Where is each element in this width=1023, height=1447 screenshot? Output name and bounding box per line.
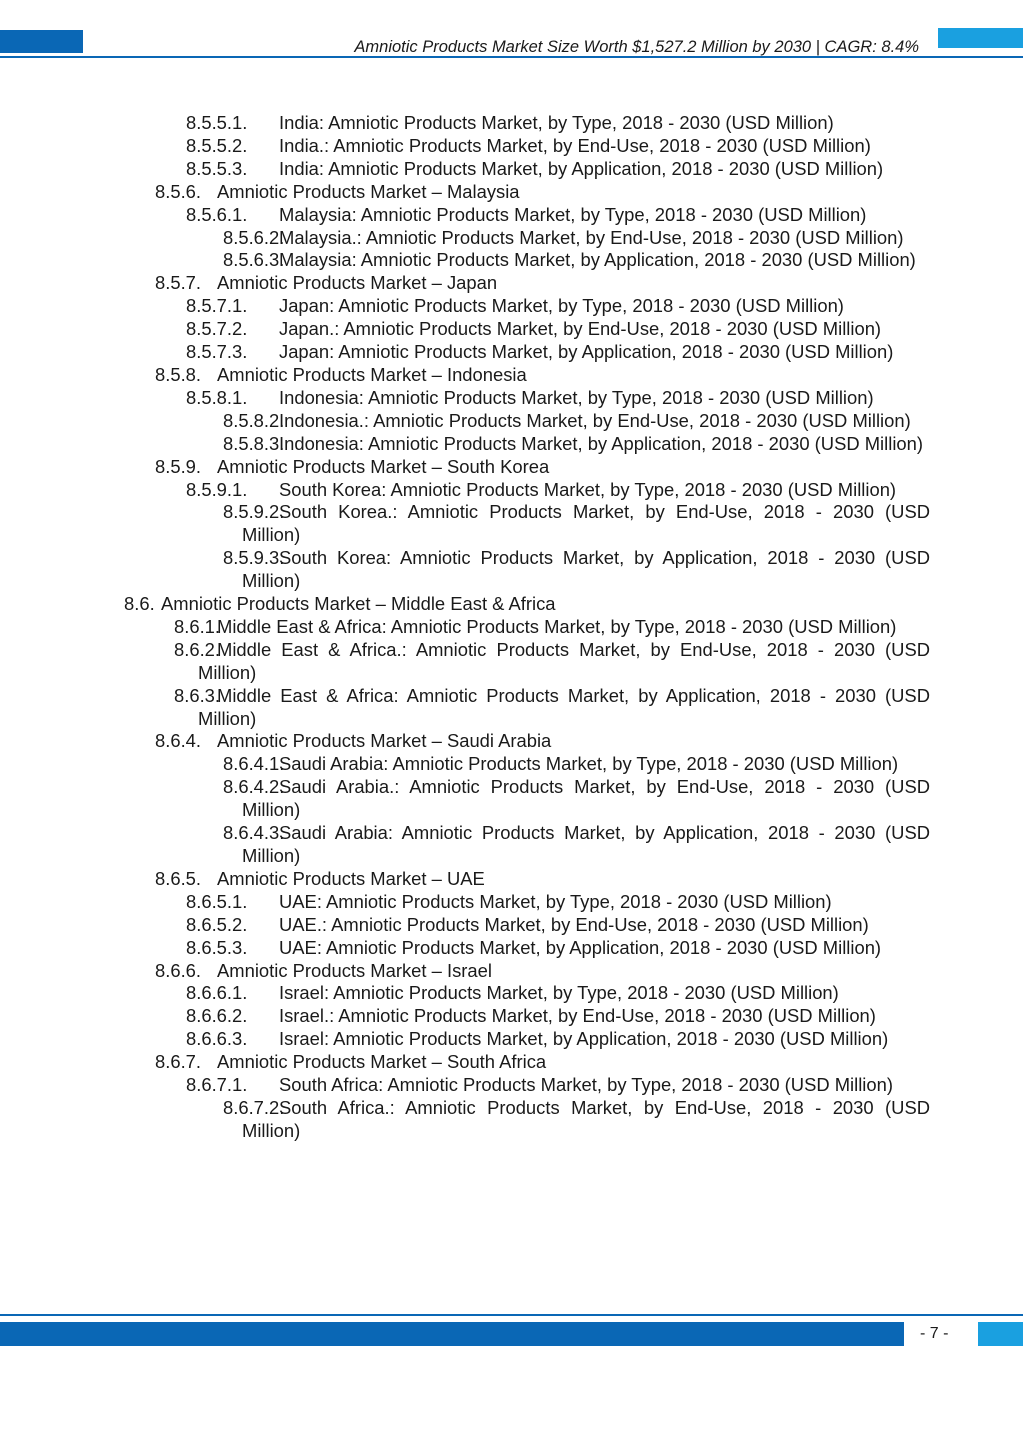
toc-entry-text: South Africa.: Amniotic Products Market, by End-Use, 2018 - 2030 (USD Million) <box>242 1096 930 1141</box>
toc-entry[interactable] <box>0 753 930 776</box>
toc-entry[interactable] <box>0 249 930 272</box>
toc-entry[interactable] <box>0 501 930 547</box>
toc-entry-text: Amniotic Products Market – Saudi Arabia <box>217 730 552 752</box>
toc-entry[interactable] <box>0 891 930 914</box>
toc-entry-number: 8.6.5.2. <box>186 913 248 935</box>
toc-entry-number: 8.5.5.1. <box>186 112 248 133</box>
toc-entry-text: Saudi Arabia: Amniotic Products Market, by Type, 2018 - 2030 (USD Million) <box>279 753 899 775</box>
toc-entry-number: 8.5.9.3. <box>223 547 285 569</box>
toc-entry-text: Middle East & Africa.: Amniotic Products Market, by End-Use, 2018 - 2030 (USD Million) <box>198 638 930 683</box>
toc-entry-number: 8.5.6.1. <box>186 203 248 225</box>
toc-entry[interactable] <box>0 272 930 295</box>
toc-entry-number: 8.5.5.3. <box>186 157 248 179</box>
toc-entry-text: Israel: Amniotic Products Market, by Type, 2018 - 2030 (USD Million) <box>279 982 839 1004</box>
toc-entry-text: Saudi Arabia: Amniotic Products Market, by Application, 2018 - 2030 (USD Million) <box>242 822 930 866</box>
toc-entry[interactable] <box>0 227 930 250</box>
toc-entry-text: Israel: Amniotic Products Market, by Application, 2018 - 2030 (USD Million) <box>279 1028 889 1050</box>
toc-entry-number: 8.5.9.1. <box>186 478 248 500</box>
toc-entry-number: 8.6.5. <box>155 867 202 889</box>
toc-entry-number: 8.5.5.2. <box>186 134 248 156</box>
toc-entry-number: 8.5.6.3. <box>223 249 285 271</box>
toc-entry-number: 8.5.7.1. <box>186 295 248 317</box>
toc-entry-number: 8.6.5.1. <box>186 890 248 912</box>
header-divider <box>0 56 1023 58</box>
toc-entry-text: India.: Amniotic Products Market, by End-Use, 2018 - 2030 (USD Million) <box>279 134 871 156</box>
header-title: Amniotic Products Market Size Worth $1,527.2 Million by 2030 | CAGR: 8.4% <box>354 38 919 56</box>
toc-entry-text: South Korea: Amniotic Products Market, by Type, 2018 - 2030 (USD Million) <box>279 478 897 500</box>
toc-entry[interactable] <box>0 685 930 731</box>
toc-entry-number: 8.5.8.2. <box>223 409 285 431</box>
toc-entry[interactable] <box>0 982 930 1005</box>
toc-entry[interactable] <box>0 1028 930 1051</box>
table-of-contents <box>0 112 1023 1143</box>
footer-divider <box>0 1314 1023 1316</box>
toc-entry-number: 8.5.6. <box>155 180 202 202</box>
toc-entry[interactable] <box>0 730 930 753</box>
toc-entry-text: Japan: Amniotic Products Market, by Type, 2018 - 2030 (USD Million) <box>279 295 844 317</box>
toc-entry[interactable] <box>0 341 930 364</box>
toc-entry-number: 8.6.6.3. <box>186 1028 248 1050</box>
toc-entry-text: Indonesia.: Amniotic Products Market, by End-Use, 2018 - 2030 (USD Million) <box>279 409 911 431</box>
toc-entry-number: 8.5.7. <box>155 272 202 294</box>
toc-entry-text: Middle East & Africa: Amniotic Products Market, by Application, 2018 - 2030 (USD Million) <box>198 684 930 729</box>
toc-entry-text: UAE.: Amniotic Products Market, by End-Use, 2018 - 2030 (USD Million) <box>279 913 869 935</box>
toc-entry-number: 8.6.5.3. <box>186 936 248 958</box>
toc-entry-text: Amniotic Products Market – Israel <box>217 959 492 981</box>
toc-entry[interactable] <box>0 364 930 387</box>
toc-entry-number: 8.6.2. <box>174 638 221 660</box>
toc-entry-number: 8.6.1. <box>174 615 221 637</box>
toc-entry[interactable] <box>0 158 930 181</box>
toc-entry-text: Middle East & Africa: Amniotic Products Market, by Type, 2018 - 2030 (USD Million) <box>217 615 897 637</box>
toc-entry-number: 8.6. <box>124 593 155 615</box>
toc-entry-number: 8.6.4.1. <box>223 753 285 775</box>
footer-accent-right <box>978 1322 1023 1346</box>
toc-entry-number: 8.6.3. <box>174 684 221 706</box>
toc-entry-text: UAE: Amniotic Products Market, by Type, 2018 - 2030 (USD Million) <box>279 890 832 912</box>
toc-entry-text: India: Amniotic Products Market, by Type, 2018 - 2030 (USD Million) <box>279 112 834 133</box>
toc-entry[interactable] <box>0 1005 930 1028</box>
toc-entry-number: 8.5.8. <box>155 363 202 385</box>
toc-entry-number: 8.5.9.2. <box>223 501 285 523</box>
toc-entry-text: Israel.: Amniotic Products Market, by End-Use, 2018 - 2030 (USD Million) <box>279 1005 876 1027</box>
toc-entry[interactable] <box>0 410 930 433</box>
toc-entry[interactable] <box>0 868 930 891</box>
toc-entry[interactable] <box>0 776 930 822</box>
toc-entry[interactable] <box>0 112 930 135</box>
toc-entry[interactable] <box>0 822 930 868</box>
toc-entry[interactable] <box>0 456 930 479</box>
toc-entry[interactable] <box>0 433 930 456</box>
toc-entry-text: India: Amniotic Products Market, by Application, 2018 - 2030 (USD Million) <box>279 157 884 179</box>
toc-entry[interactable] <box>0 387 930 410</box>
toc-entry[interactable] <box>0 135 930 158</box>
toc-entry[interactable] <box>0 914 930 937</box>
toc-entry-text: Amniotic Products Market – Middle East & Africa <box>161 593 556 615</box>
toc-entry-text: South Korea: Amniotic Products Market, by Application, 2018 - 2030 (USD Million) <box>242 547 930 592</box>
toc-entry[interactable] <box>0 960 930 983</box>
toc-entry-text: Japan.: Amniotic Products Market, by End-Use, 2018 - 2030 (USD Million) <box>279 318 882 340</box>
toc-entry-number: 8.6.4.3. <box>223 822 285 844</box>
toc-entry-text: Amniotic Products Market – South Korea <box>217 455 550 477</box>
toc-entry-text: Malaysia.: Amniotic Products Market, by End-Use, 2018 - 2030 (USD Million) <box>279 226 904 248</box>
toc-entry-text: South Korea.: Amniotic Products Market, by End-Use, 2018 - 2030 (USD Million) <box>242 501 930 546</box>
toc-entry-number: 8.6.6.2. <box>186 1005 248 1027</box>
toc-entry-text: UAE: Amniotic Products Market, by Application, 2018 - 2030 (USD Million) <box>279 936 882 958</box>
toc-entry-number: 8.5.6.2. <box>223 226 285 248</box>
toc-entry[interactable] <box>0 1097 930 1143</box>
toc-entry-number: 8.6.4.2. <box>223 776 285 798</box>
toc-entry[interactable] <box>0 1074 930 1097</box>
toc-entry-number: 8.6.7.2. <box>223 1096 285 1118</box>
toc-entry-number: 8.6.7.1. <box>186 1074 248 1096</box>
toc-entry-text: Amniotic Products Market – UAE <box>217 867 485 889</box>
header-accent-right <box>938 28 1023 48</box>
toc-entry-text: Amniotic Products Market – South Africa <box>217 1051 547 1073</box>
footer-bar <box>0 1322 904 1346</box>
toc-entry-number: 8.5.8.3. <box>223 432 285 454</box>
toc-entry[interactable] <box>0 616 930 639</box>
toc-entry-text: Amniotic Products Market – Japan <box>217 272 498 294</box>
toc-entry[interactable] <box>0 204 930 227</box>
toc-entry-number: 8.6.4. <box>155 730 202 752</box>
toc-entry[interactable] <box>0 295 930 318</box>
toc-entry[interactable] <box>0 639 930 685</box>
toc-entry-text: Japan: Amniotic Products Market, by Application, 2018 - 2030 (USD Million) <box>279 341 894 363</box>
toc-entry-text: Malaysia: Amniotic Products Market, by Type, 2018 - 2030 (USD Million) <box>279 203 867 225</box>
toc-entry-number: 8.6.6.1. <box>186 982 248 1004</box>
toc-entry-text: Malaysia: Amniotic Products Market, by Application, 2018 - 2030 (USD Million) <box>279 249 916 271</box>
toc-entry[interactable] <box>0 937 930 960</box>
toc-entry-text: Indonesia: Amniotic Products Market, by Type, 2018 - 2030 (USD Million) <box>279 386 874 408</box>
toc-entry-text: Amniotic Products Market – Indonesia <box>217 363 527 385</box>
toc-entry-number: 8.5.7.3. <box>186 341 248 363</box>
toc-entry[interactable] <box>0 593 1023 616</box>
toc-entry-text: Indonesia: Amniotic Products Market, by Application, 2018 - 2030 (USD Million) <box>279 432 923 454</box>
toc-entry-number: 8.6.6. <box>155 959 202 981</box>
page-number: - 7 - <box>920 1325 949 1342</box>
toc-entry-number: 8.5.7.2. <box>186 318 248 340</box>
toc-entry-number: 8.5.9. <box>155 455 202 477</box>
toc-entry[interactable] <box>0 547 930 593</box>
toc-entry[interactable] <box>0 479 930 502</box>
toc-entry-number: 8.6.7. <box>155 1051 202 1073</box>
toc-entry-number: 8.5.8.1. <box>186 386 248 408</box>
toc-entry[interactable] <box>0 318 930 341</box>
toc-entry[interactable] <box>0 181 930 204</box>
toc-entry-text: Saudi Arabia.: Amniotic Products Market, by End-Use, 2018 - 2030 (USD Million) <box>242 776 930 821</box>
toc-entry-text: South Africa: Amniotic Products Market, by Type, 2018 - 2030 (USD Million) <box>279 1074 893 1096</box>
toc-entry-text: Amniotic Products Market – Malaysia <box>217 180 520 202</box>
header-accent-left <box>0 30 83 53</box>
toc-entry[interactable] <box>0 1051 930 1074</box>
